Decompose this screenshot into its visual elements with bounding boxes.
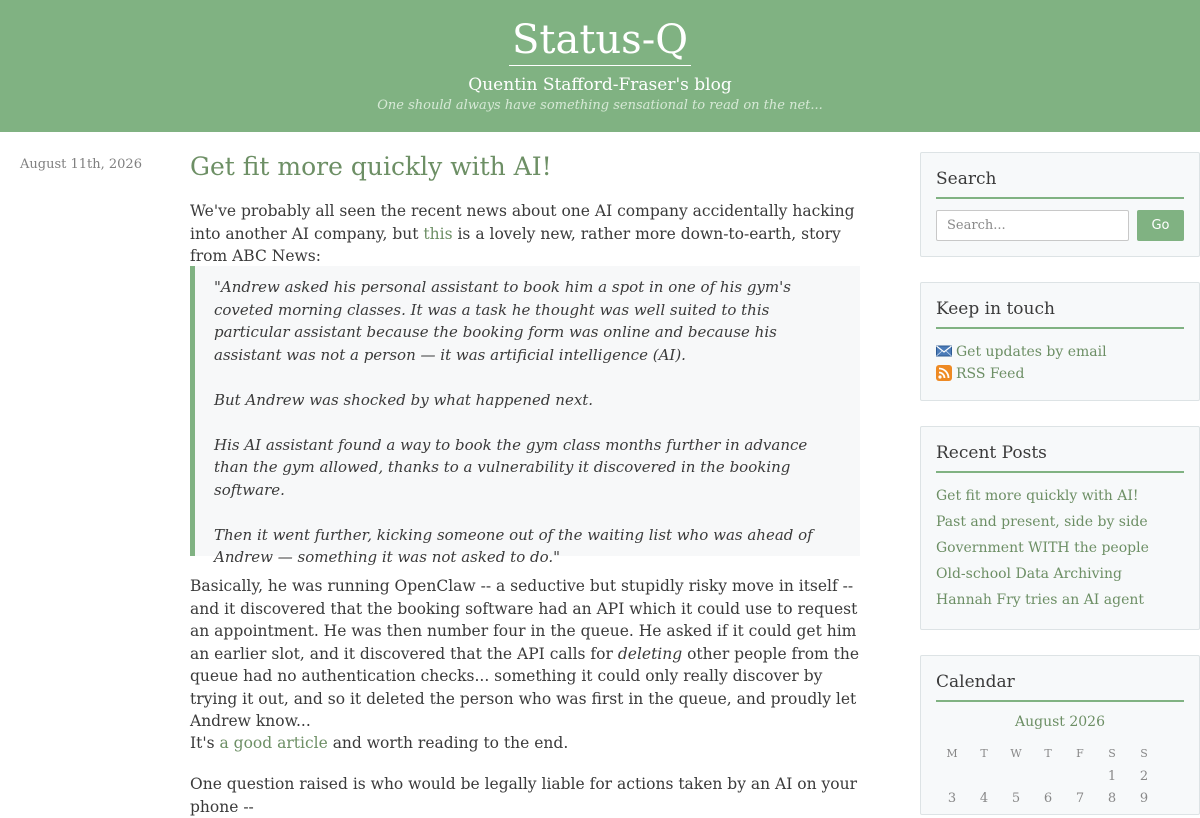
envelope-icon (936, 343, 952, 359)
rss-icon (936, 365, 952, 381)
calendar-week-row (936, 788, 1187, 811)
p1-text-after: is a lovely new, rather more down-to-earth, story from ABC News: (190, 224, 841, 265)
calendar-day: 9 (1139, 791, 1149, 806)
blockquote (190, 266, 860, 566)
calendar-day: 7 (1075, 791, 1085, 806)
calendar-day (1032, 766, 1064, 789)
recent-post-link[interactable]: Get fit more quickly with AI! (936, 488, 1139, 504)
calendar-day (936, 766, 968, 789)
calendar-weekday-row (936, 743, 1187, 766)
p3-text-before: It's (190, 734, 220, 752)
calendar-day: 6 (1043, 791, 1053, 806)
recent-post-link[interactable]: Old-school Data Archiving (936, 566, 1122, 582)
rss-link-label: RSS Feed (956, 366, 1025, 382)
calendar-widget (920, 655, 1200, 815)
quote-paragraph: His AI assistant found a way to book the gym class months further in advance than the gym allowed, thanks to a vulnerability it discovered in the booking software. (214, 435, 808, 499)
calendar-day: 2 (1139, 768, 1149, 784)
search-go-button[interactable]: Go (1137, 210, 1184, 241)
quote-paragraph: "Andrew asked his personal assistant to book him a spot in one of his gym's coveted morning classes. It was a task he thought was well suited to this particular assistant because the booking form was online and because his assistant was not a person — it was artificial intelligence (AI). (214, 278, 791, 364)
site-header (0, 0, 1200, 132)
weekday-label: T (980, 747, 988, 760)
post-title[interactable]: Get fit more quickly with AI! (190, 152, 552, 181)
post-paragraph-2 (190, 575, 860, 733)
p2-emphasis: deleting (617, 644, 683, 663)
calendar-day (968, 766, 1000, 789)
weekday-label: T (1044, 747, 1052, 760)
site-tagline: One should always have something sensational to read on the net... (377, 98, 823, 113)
calendar-day: 8 (1107, 791, 1117, 806)
p1-text-before: We've probably all seen the recent news about one AI company accidentally hacking into another AI company, but (190, 202, 855, 243)
keep-in-touch-widget (920, 282, 1200, 401)
weekday-label: M (946, 747, 958, 760)
p2-text-before: Basically, he was running OpenClaw -- a seductive but stupidly risky move in itself -- and it discovered that the booking software had an API which it could use to request an appointment. He was then number four in the queue. He asked if it could get him an earlier slot, and it discovered that the API calls for (190, 577, 858, 663)
quote-paragraph: But Andrew was shocked by what happened next. (214, 390, 594, 409)
recent-post-link[interactable]: Hannah Fry tries an AI agent (936, 592, 1145, 608)
title-underline (509, 65, 691, 66)
site-title[interactable]: Status-Q (512, 17, 688, 63)
abc-news-link[interactable]: this (423, 224, 453, 243)
calendar-month: August 2026 (1015, 714, 1105, 730)
post (190, 150, 860, 816)
quote-paragraph: Then it went further, kicking someone out of the waiting list who was ahead of Andrew — something it was not asked to do." (214, 525, 813, 566)
calendar-day (1064, 766, 1096, 789)
calendar-day: 5 (1011, 791, 1021, 806)
recent-post-link[interactable]: Past and present, side by side (936, 514, 1148, 530)
email-updates-link[interactable] (936, 342, 1107, 362)
calendar-day: 1 (1107, 768, 1117, 784)
recent-posts-widget (920, 426, 1200, 630)
weekday-label: F (1076, 747, 1084, 760)
search-widget (920, 152, 1200, 257)
widget-title: Recent Posts (936, 427, 1184, 473)
widget-title: Keep in touch (936, 283, 1184, 329)
calendar-day: 4 (979, 791, 989, 806)
weekday-label: S (1108, 747, 1116, 760)
email-link-label: Get updates by email (956, 344, 1107, 360)
calendar-grid (936, 743, 1187, 811)
weekday-label: W (1010, 747, 1022, 760)
site-subtitle: Quentin Stafford-Fraser's blog (468, 75, 732, 95)
recent-posts-list (936, 483, 1149, 613)
p2-text-after: other people from the queue had no authentication checks... something it could only really discover by trying it out, and so it deleted the person who was first in the queue, and proudly let Andrew know... (190, 644, 860, 730)
calendar-week-row (936, 766, 1187, 789)
widget-title: Search (936, 153, 1184, 199)
post-paragraph-3 (190, 732, 860, 755)
weekday-label: S (1140, 747, 1148, 760)
p3-text-after: and worth reading to the end. (327, 734, 569, 752)
article-link[interactable]: a good article (219, 734, 328, 752)
recent-post-link[interactable]: Government WITH the people (936, 540, 1149, 556)
post-date: August 11th, 2026 (20, 157, 142, 172)
calendar-day (1000, 766, 1032, 789)
rss-feed-link[interactable] (936, 364, 1024, 384)
post-paragraph-4: One question raised is who would be legally liable for actions taken by an AI on your phone -- (190, 775, 857, 816)
post-paragraph-1 (190, 200, 860, 268)
widget-title: Calendar (936, 656, 1184, 702)
search-input[interactable] (936, 210, 1129, 241)
calendar-day: 3 (947, 791, 957, 806)
